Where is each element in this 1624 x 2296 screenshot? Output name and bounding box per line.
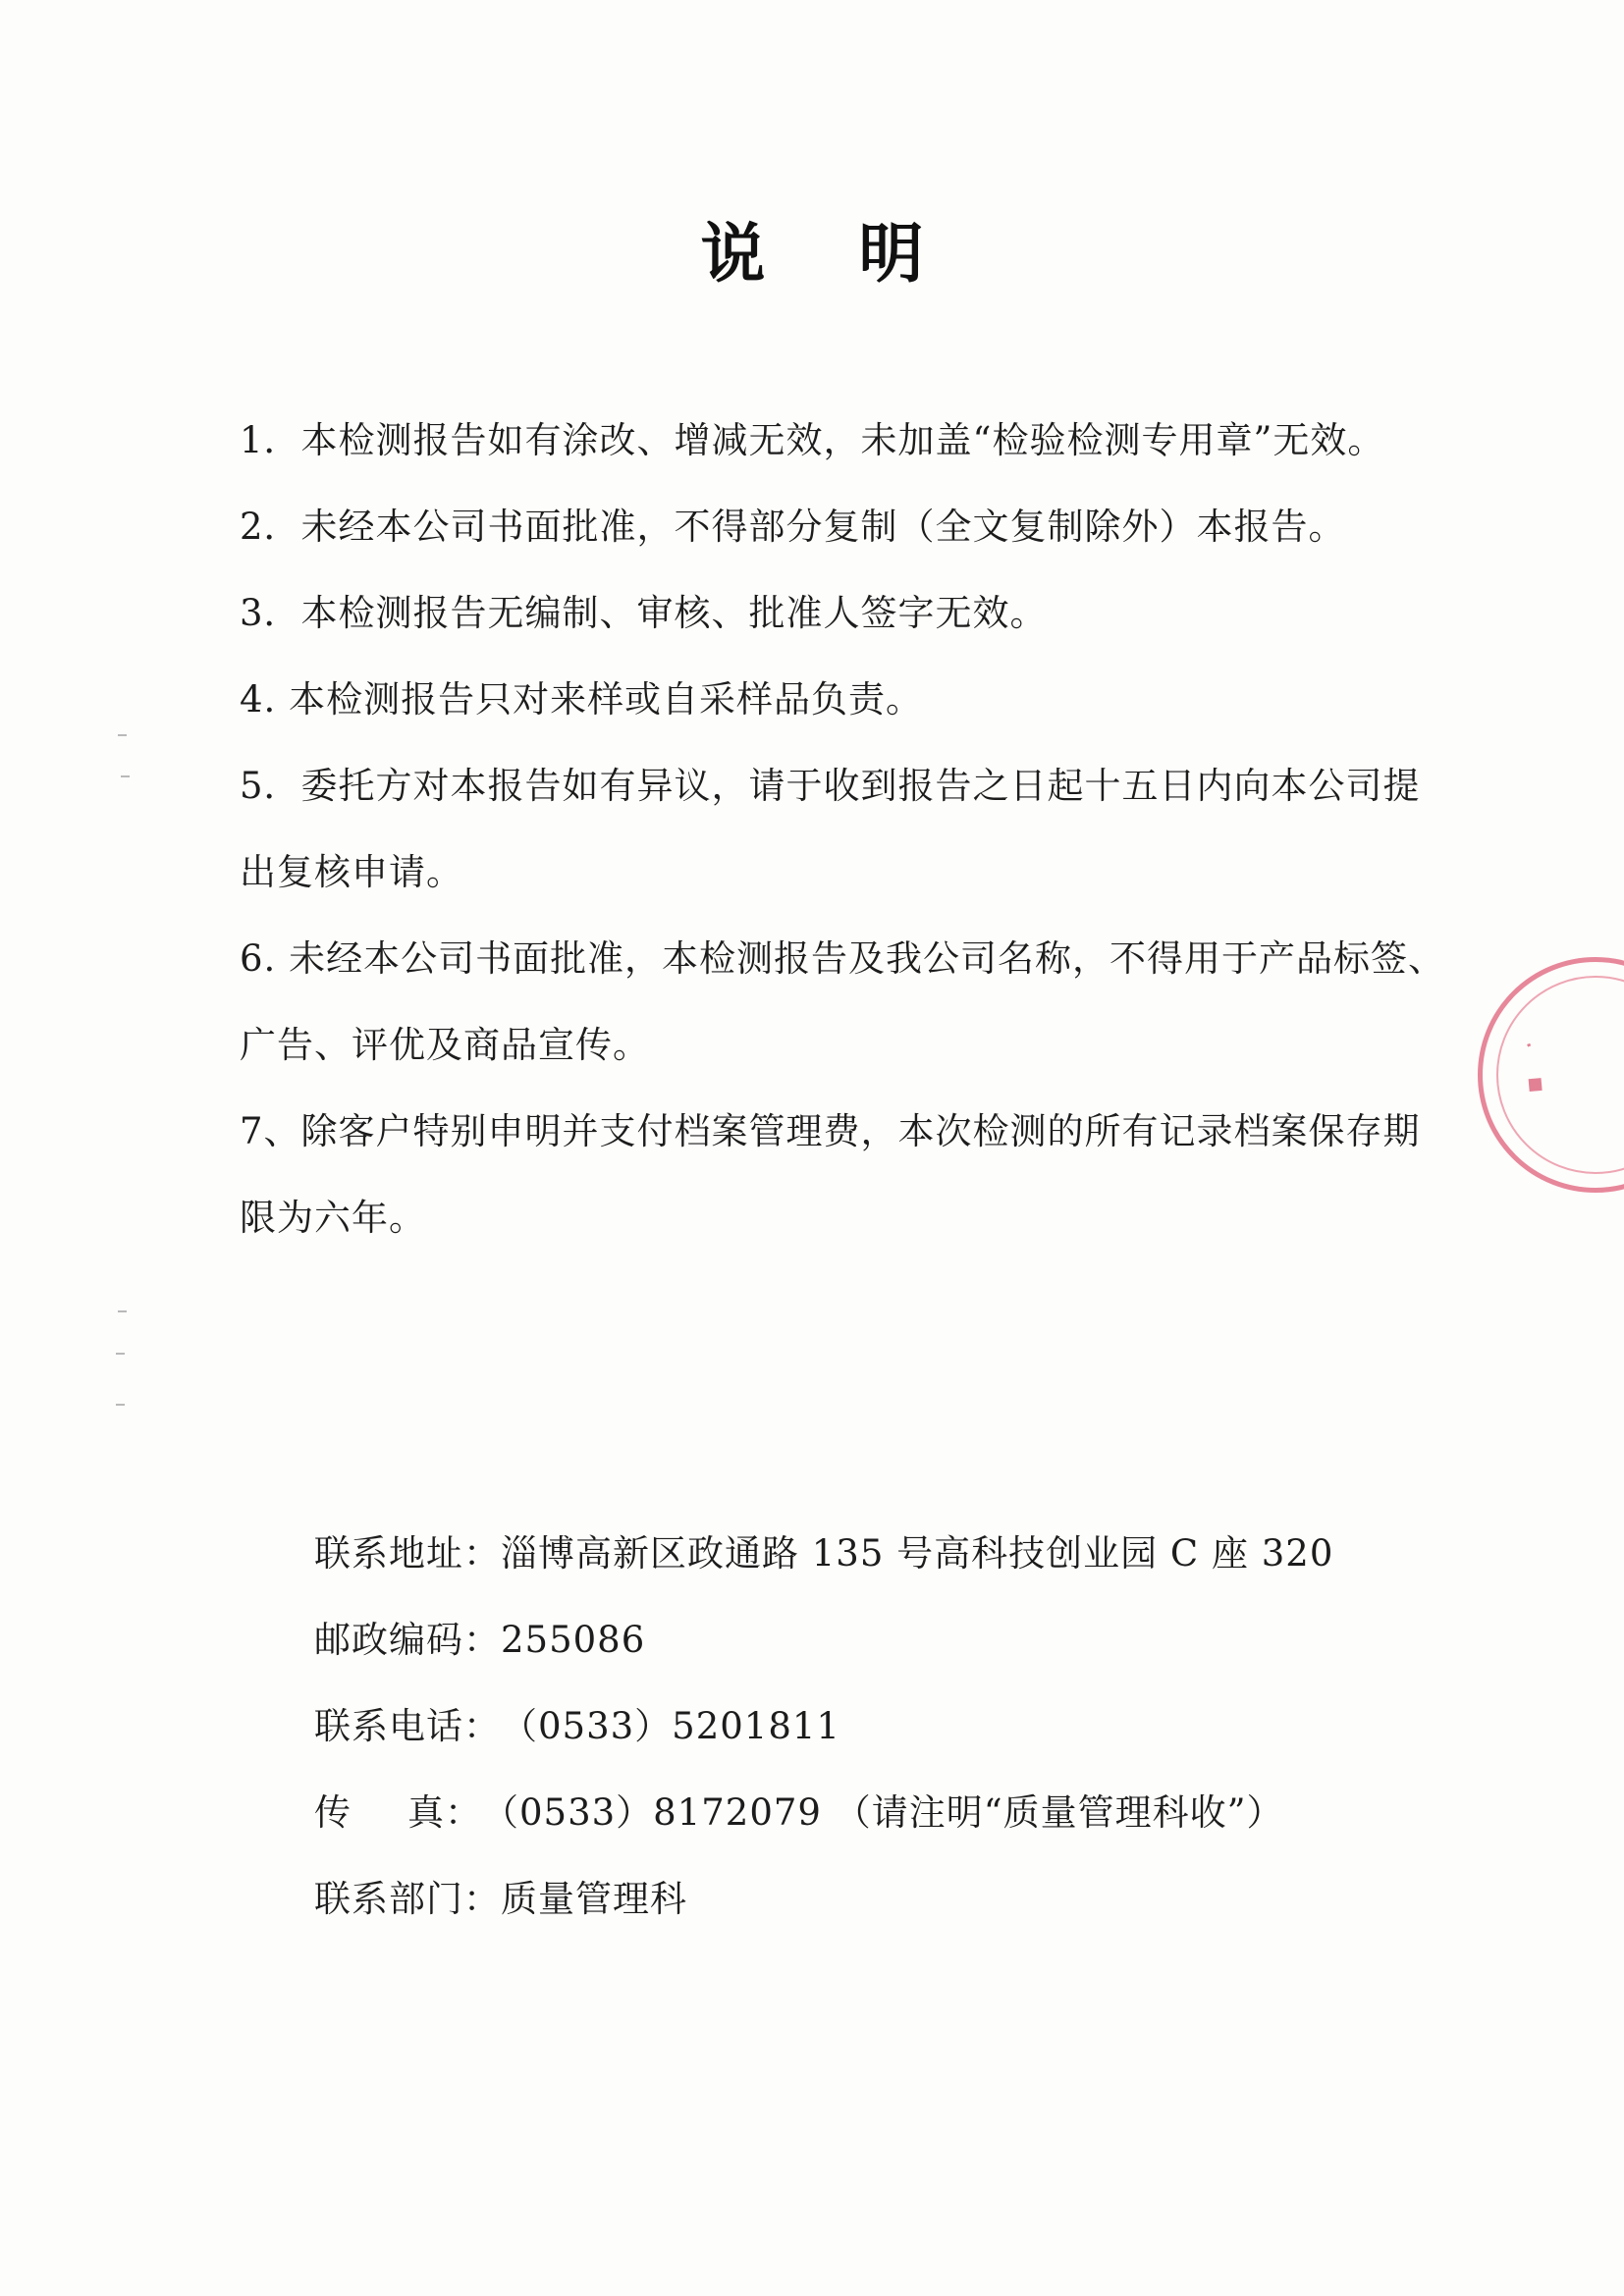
phone-value: （0533）5201811 (501, 1705, 840, 1747)
note-item-7-line1: 7、除客户特别申明并支付档案管理费，本次检测的所有记录档案保存期 (240, 1110, 1421, 1152)
note-item-2-line1: 2．未经本公司书面批准，不得部分复制（全文复制除外）本报告。 (240, 506, 1346, 548)
note-item-1 (240, 398, 1457, 484)
note-item-5-line1: 5．委托方对本报告如有异议，请于收到报告之日起十五日内向本公司提 (240, 765, 1421, 807)
note-item-4 (240, 657, 1457, 743)
seal-mark-2: ▪ (1521, 1074, 1552, 1095)
scan-speck (116, 1353, 125, 1355)
seal-mark-1: · (1512, 1036, 1543, 1055)
dept-value: 质量管理科 (501, 1878, 687, 1920)
note-item-7-line2: 限为六年。 (240, 1197, 426, 1239)
dept-label: 联系部门： (314, 1878, 501, 1920)
contact-postcode (314, 1611, 645, 1670)
contact-dept (314, 1870, 687, 1929)
fax-label-a: 传 (314, 1791, 407, 1834)
note-item-5-line2: 出复核申请。 (240, 851, 463, 893)
postcode-label: 邮政编码： (314, 1619, 501, 1661)
note-item-1-line1: 1．本检测报告如有涂改、增减无效，未加盖“检验检测专用章”无效。 (240, 419, 1385, 461)
address-value: 淄博高新区政通路 135 号高科技创业园 C 座 320 (501, 1532, 1334, 1575)
scan-speck (118, 1310, 127, 1312)
note-item-3 (240, 570, 1457, 657)
scan-speck (118, 734, 127, 736)
note-item-3-line1: 3．本检测报告无编制、审核、批准人签字无效。 (240, 592, 1048, 634)
address-label: 联系地址： (314, 1532, 501, 1575)
phone-label: 联系电话： (314, 1705, 501, 1747)
contact-phone (314, 1697, 840, 1756)
note-item-6-line2: 广告、评优及商品宣传。 (240, 1024, 650, 1066)
scan-speck (116, 1404, 125, 1406)
postcode-value: 255086 (501, 1619, 646, 1661)
note-item-4-line1: 4. 本检测报告只对来样或自采样品负责。 (240, 678, 924, 721)
note-item-7 (240, 1089, 1457, 1261)
note-item-5 (240, 743, 1457, 916)
note-item-2 (240, 484, 1457, 570)
note-item-6-line1: 6. 未经本公司书面批准，本检测报告及我公司名称，不得用于产品标签、 (240, 937, 1446, 980)
seal-stamp-icon (1478, 957, 1624, 1193)
note-item-6 (240, 916, 1457, 1089)
scan-speck (121, 775, 130, 777)
fax-value: （0533）8172079 （请注明“质量管理科收”） (482, 1791, 1284, 1834)
seal-inner-ring (1496, 976, 1624, 1174)
page-title: 说 明 (700, 216, 959, 292)
contact-fax (314, 1784, 1284, 1842)
contact-address (314, 1524, 1333, 1583)
fax-label-b: 真： (407, 1791, 482, 1834)
